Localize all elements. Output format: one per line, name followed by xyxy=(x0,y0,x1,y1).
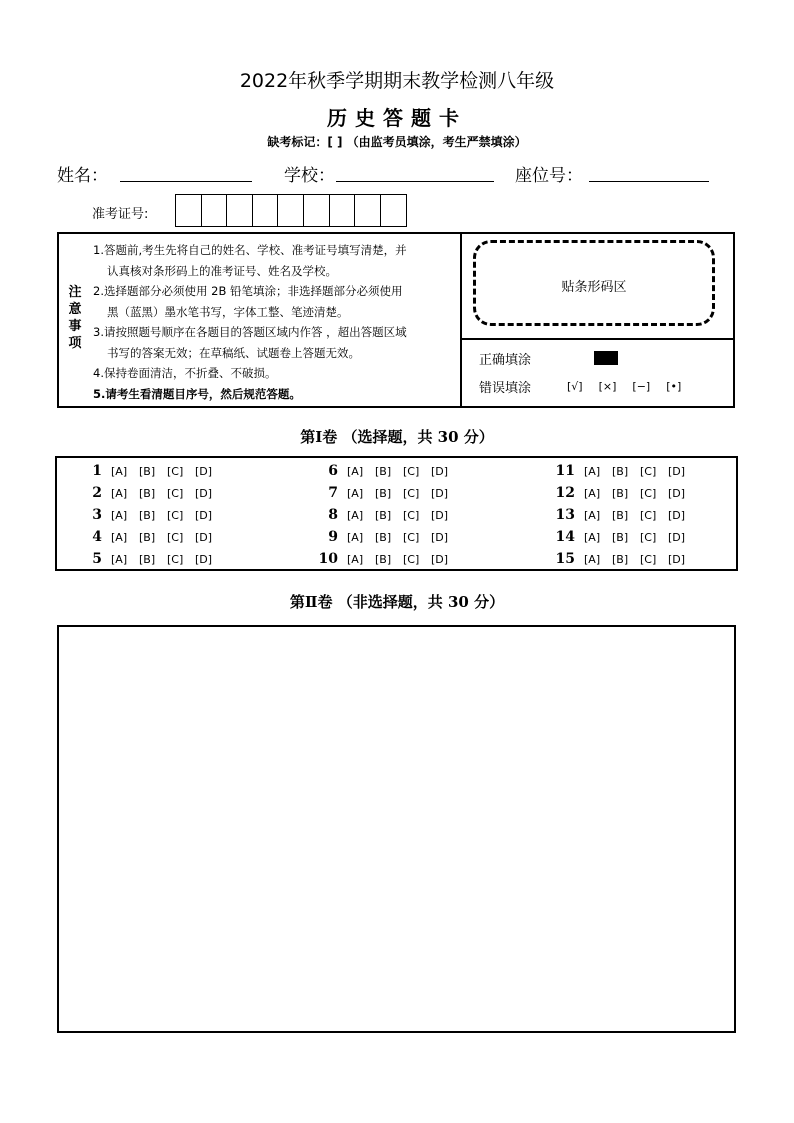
answer-option-bubble[interactable]: [C] xyxy=(640,553,657,566)
answer-option-bubble[interactable]: [B] xyxy=(612,465,629,478)
notice-item: 书写的答案无效；在草稿纸、试题卷上答题无效。 xyxy=(107,345,360,360)
answer-option-bubble[interactable]: [B] xyxy=(139,465,156,478)
question-number: 5 xyxy=(92,551,102,567)
answer-option-bubble[interactable]: [A] xyxy=(584,553,601,566)
notice-heading-char: 事 xyxy=(68,319,82,334)
choice-question xyxy=(316,485,459,501)
notice-item: 3.请按照题号顺序在各题目的答题区域内作答 ，超出答题区域 xyxy=(93,325,407,339)
answer-option-bubble[interactable]: [A] xyxy=(584,509,601,522)
seat-label: 座位号： xyxy=(515,166,583,186)
answer-option-bubble[interactable]: [D] xyxy=(431,487,449,500)
answer-option-bubble[interactable]: [B] xyxy=(375,553,392,566)
exam-id-digit-box[interactable] xyxy=(202,195,228,226)
exam-id-digit-box[interactable] xyxy=(227,195,253,226)
wrong-mark: [•] xyxy=(666,380,682,393)
answer-option-bubble[interactable]: [A] xyxy=(347,553,364,566)
answer-option-bubble[interactable]: [C] xyxy=(403,487,420,500)
school-field[interactable] xyxy=(336,181,494,182)
answer-option-bubble[interactable]: [C] xyxy=(167,553,184,566)
choice-question xyxy=(553,463,696,479)
choice-question xyxy=(80,485,223,501)
divider xyxy=(460,338,733,340)
question-number: 11 xyxy=(555,463,575,479)
essay-answer-area[interactable] xyxy=(57,625,736,1033)
choice-question xyxy=(553,507,696,523)
question-number: 15 xyxy=(555,551,575,567)
answer-option-bubble[interactable]: [B] xyxy=(612,531,629,544)
answer-option-bubble[interactable]: [D] xyxy=(431,531,449,544)
exam-id-digit-box[interactable] xyxy=(330,195,356,226)
divider xyxy=(460,234,462,406)
answer-option-bubble[interactable]: [D] xyxy=(668,553,686,566)
choice-question xyxy=(316,529,459,545)
answer-option-bubble[interactable]: [C] xyxy=(167,531,184,544)
answer-option-bubble[interactable]: [D] xyxy=(431,465,449,478)
notice-item: 2.选择题部分必须使用 2B 铅笔填涂；非选择题部分必须使用 xyxy=(93,284,403,298)
answer-option-bubble[interactable]: [B] xyxy=(612,553,629,566)
question-number: 4 xyxy=(92,529,102,545)
answer-option-bubble[interactable]: [D] xyxy=(668,465,686,478)
answer-option-bubble[interactable]: [D] xyxy=(195,465,213,478)
wrong-fill-label: 错误填涂 xyxy=(479,381,532,396)
answer-option-bubble[interactable]: [A] xyxy=(584,531,601,544)
answer-option-bubble[interactable]: [B] xyxy=(375,509,392,522)
answer-option-bubble[interactable]: [A] xyxy=(111,531,128,544)
choice-question xyxy=(553,485,696,501)
answer-option-bubble[interactable]: [C] xyxy=(640,509,657,522)
answer-option-bubble[interactable]: [B] xyxy=(139,553,156,566)
answer-option-bubble[interactable]: [D] xyxy=(195,531,213,544)
exam-title: 2022年秋季学期期末教学检测八年级 xyxy=(239,70,555,92)
answer-option-bubble[interactable]: [D] xyxy=(668,487,686,500)
wrong-mark: [√] xyxy=(567,380,583,393)
answer-option-bubble[interactable]: [C] xyxy=(167,509,184,522)
card-title: 历史答题卡 xyxy=(327,106,467,130)
answer-option-bubble[interactable]: [A] xyxy=(111,509,128,522)
question-number: 10 xyxy=(318,551,338,567)
school-label: 学校： xyxy=(284,166,335,186)
answer-option-bubble[interactable]: [B] xyxy=(612,509,629,522)
exam-id-boxes[interactable] xyxy=(175,194,407,227)
answer-option-bubble[interactable]: [A] xyxy=(347,531,364,544)
answer-option-bubble[interactable]: [B] xyxy=(612,487,629,500)
answer-option-bubble[interactable]: [A] xyxy=(111,553,128,566)
correct-fill-sample xyxy=(594,351,618,365)
answer-option-bubble[interactable]: [C] xyxy=(167,465,184,478)
correct-fill-label: 正确填涂 xyxy=(479,353,532,368)
barcode-area xyxy=(473,240,715,326)
notice-item: 认真核对条形码上的准考证号、姓名及学校。 xyxy=(107,263,337,278)
answer-option-bubble[interactable]: [A] xyxy=(111,465,128,478)
answer-option-bubble[interactable]: [C] xyxy=(167,487,184,500)
notice-item: 5.请考生看清题目序号，然后规范答题。 xyxy=(93,386,301,401)
choice-question xyxy=(316,507,459,523)
choice-question xyxy=(553,529,696,545)
wrong-fill-samples xyxy=(567,380,681,393)
choice-question xyxy=(80,529,223,545)
exam-id-digit-box[interactable] xyxy=(176,195,202,226)
choice-question xyxy=(553,551,696,567)
answer-option-bubble[interactable]: [C] xyxy=(403,531,420,544)
answer-option-bubble[interactable]: [C] xyxy=(640,531,657,544)
name-label: 姓名： xyxy=(57,166,108,186)
name-field[interactable] xyxy=(120,181,252,182)
answer-option-bubble[interactable]: [C] xyxy=(403,465,420,478)
wrong-mark: [−] xyxy=(632,380,651,393)
exam-id-digit-box[interactable] xyxy=(253,195,279,226)
exam-id-label: 准考证号: xyxy=(92,207,149,222)
answer-option-bubble[interactable]: [A] xyxy=(584,465,601,478)
notice-heading-char: 注 xyxy=(68,285,82,300)
answer-option-bubble[interactable]: [C] xyxy=(403,509,420,522)
section-1-title: 第Ⅰ卷 （选择题，共 30 分） xyxy=(300,428,494,446)
answer-option-bubble[interactable]: [B] xyxy=(139,487,156,500)
answer-option-bubble[interactable]: [D] xyxy=(431,509,449,522)
question-number: 3 xyxy=(92,507,102,523)
choice-question xyxy=(316,463,459,479)
barcode-label: 贴条形码区 xyxy=(561,280,627,295)
notice-box xyxy=(57,232,735,408)
answer-option-bubble[interactable]: [D] xyxy=(668,531,686,544)
answer-option-bubble[interactable]: [C] xyxy=(640,465,657,478)
notice-heading xyxy=(63,284,87,352)
answer-option-bubble[interactable]: [A] xyxy=(347,465,364,478)
answer-option-bubble[interactable]: [D] xyxy=(195,487,213,500)
question-number: 9 xyxy=(328,529,338,545)
exam-id-digit-box[interactable] xyxy=(381,195,407,226)
answer-option-bubble[interactable]: [B] xyxy=(375,487,392,500)
question-number: 14 xyxy=(555,529,575,545)
choice-question xyxy=(316,551,459,567)
choice-answer-area xyxy=(55,456,738,571)
seat-field[interactable] xyxy=(589,181,709,182)
notice-list xyxy=(93,240,455,404)
answer-option-bubble[interactable]: [C] xyxy=(403,553,420,566)
section-2-title: 第Ⅱ卷 （非选择题，共 30 分） xyxy=(289,593,505,611)
answer-option-bubble[interactable]: [D] xyxy=(668,509,686,522)
exam-id-digit-box[interactable] xyxy=(278,195,304,226)
question-number: 13 xyxy=(555,507,575,523)
exam-id-digit-box[interactable] xyxy=(355,195,381,226)
answer-option-bubble[interactable]: [C] xyxy=(640,487,657,500)
wrong-mark: [×] xyxy=(598,380,617,393)
answer-option-bubble[interactable]: [A] xyxy=(111,487,128,500)
answer-option-bubble[interactable]: [A] xyxy=(347,487,364,500)
answer-option-bubble[interactable]: [D] xyxy=(195,509,213,522)
answer-option-bubble[interactable]: [B] xyxy=(375,465,392,478)
notice-item: 1.答题前,考生先将自己的姓名、学校、准考证号填写清楚，并 xyxy=(93,243,407,257)
answer-option-bubble[interactable]: [B] xyxy=(375,531,392,544)
answer-option-bubble[interactable]: [B] xyxy=(139,509,156,522)
question-number: 7 xyxy=(328,485,338,501)
notice-heading-char: 项 xyxy=(68,336,82,351)
answer-option-bubble[interactable]: [A] xyxy=(347,509,364,522)
notice-item: 4.保持卷面清洁，不折叠、不破损。 xyxy=(93,366,277,380)
choice-question xyxy=(80,551,223,567)
choice-question xyxy=(80,507,223,523)
answer-option-bubble[interactable]: [B] xyxy=(139,531,156,544)
answer-option-bubble[interactable]: [D] xyxy=(195,553,213,566)
absent-mark: 缺考标记：[ ] （由监考员填涂，考生严禁填涂） xyxy=(267,135,527,149)
question-number: 8 xyxy=(328,507,338,523)
notice-item: 黑（蓝黑）墨水笔书写，字体工整、笔迹清楚。 xyxy=(107,304,349,319)
exam-id-digit-box[interactable] xyxy=(304,195,330,226)
question-number: 12 xyxy=(555,485,575,501)
notice-heading-char: 意 xyxy=(68,302,82,317)
question-number: 1 xyxy=(92,463,102,479)
answer-option-bubble[interactable]: [D] xyxy=(431,553,449,566)
question-number: 2 xyxy=(92,485,102,501)
question-number: 6 xyxy=(328,463,338,479)
choice-question xyxy=(80,463,223,479)
answer-option-bubble[interactable]: [A] xyxy=(584,487,601,500)
